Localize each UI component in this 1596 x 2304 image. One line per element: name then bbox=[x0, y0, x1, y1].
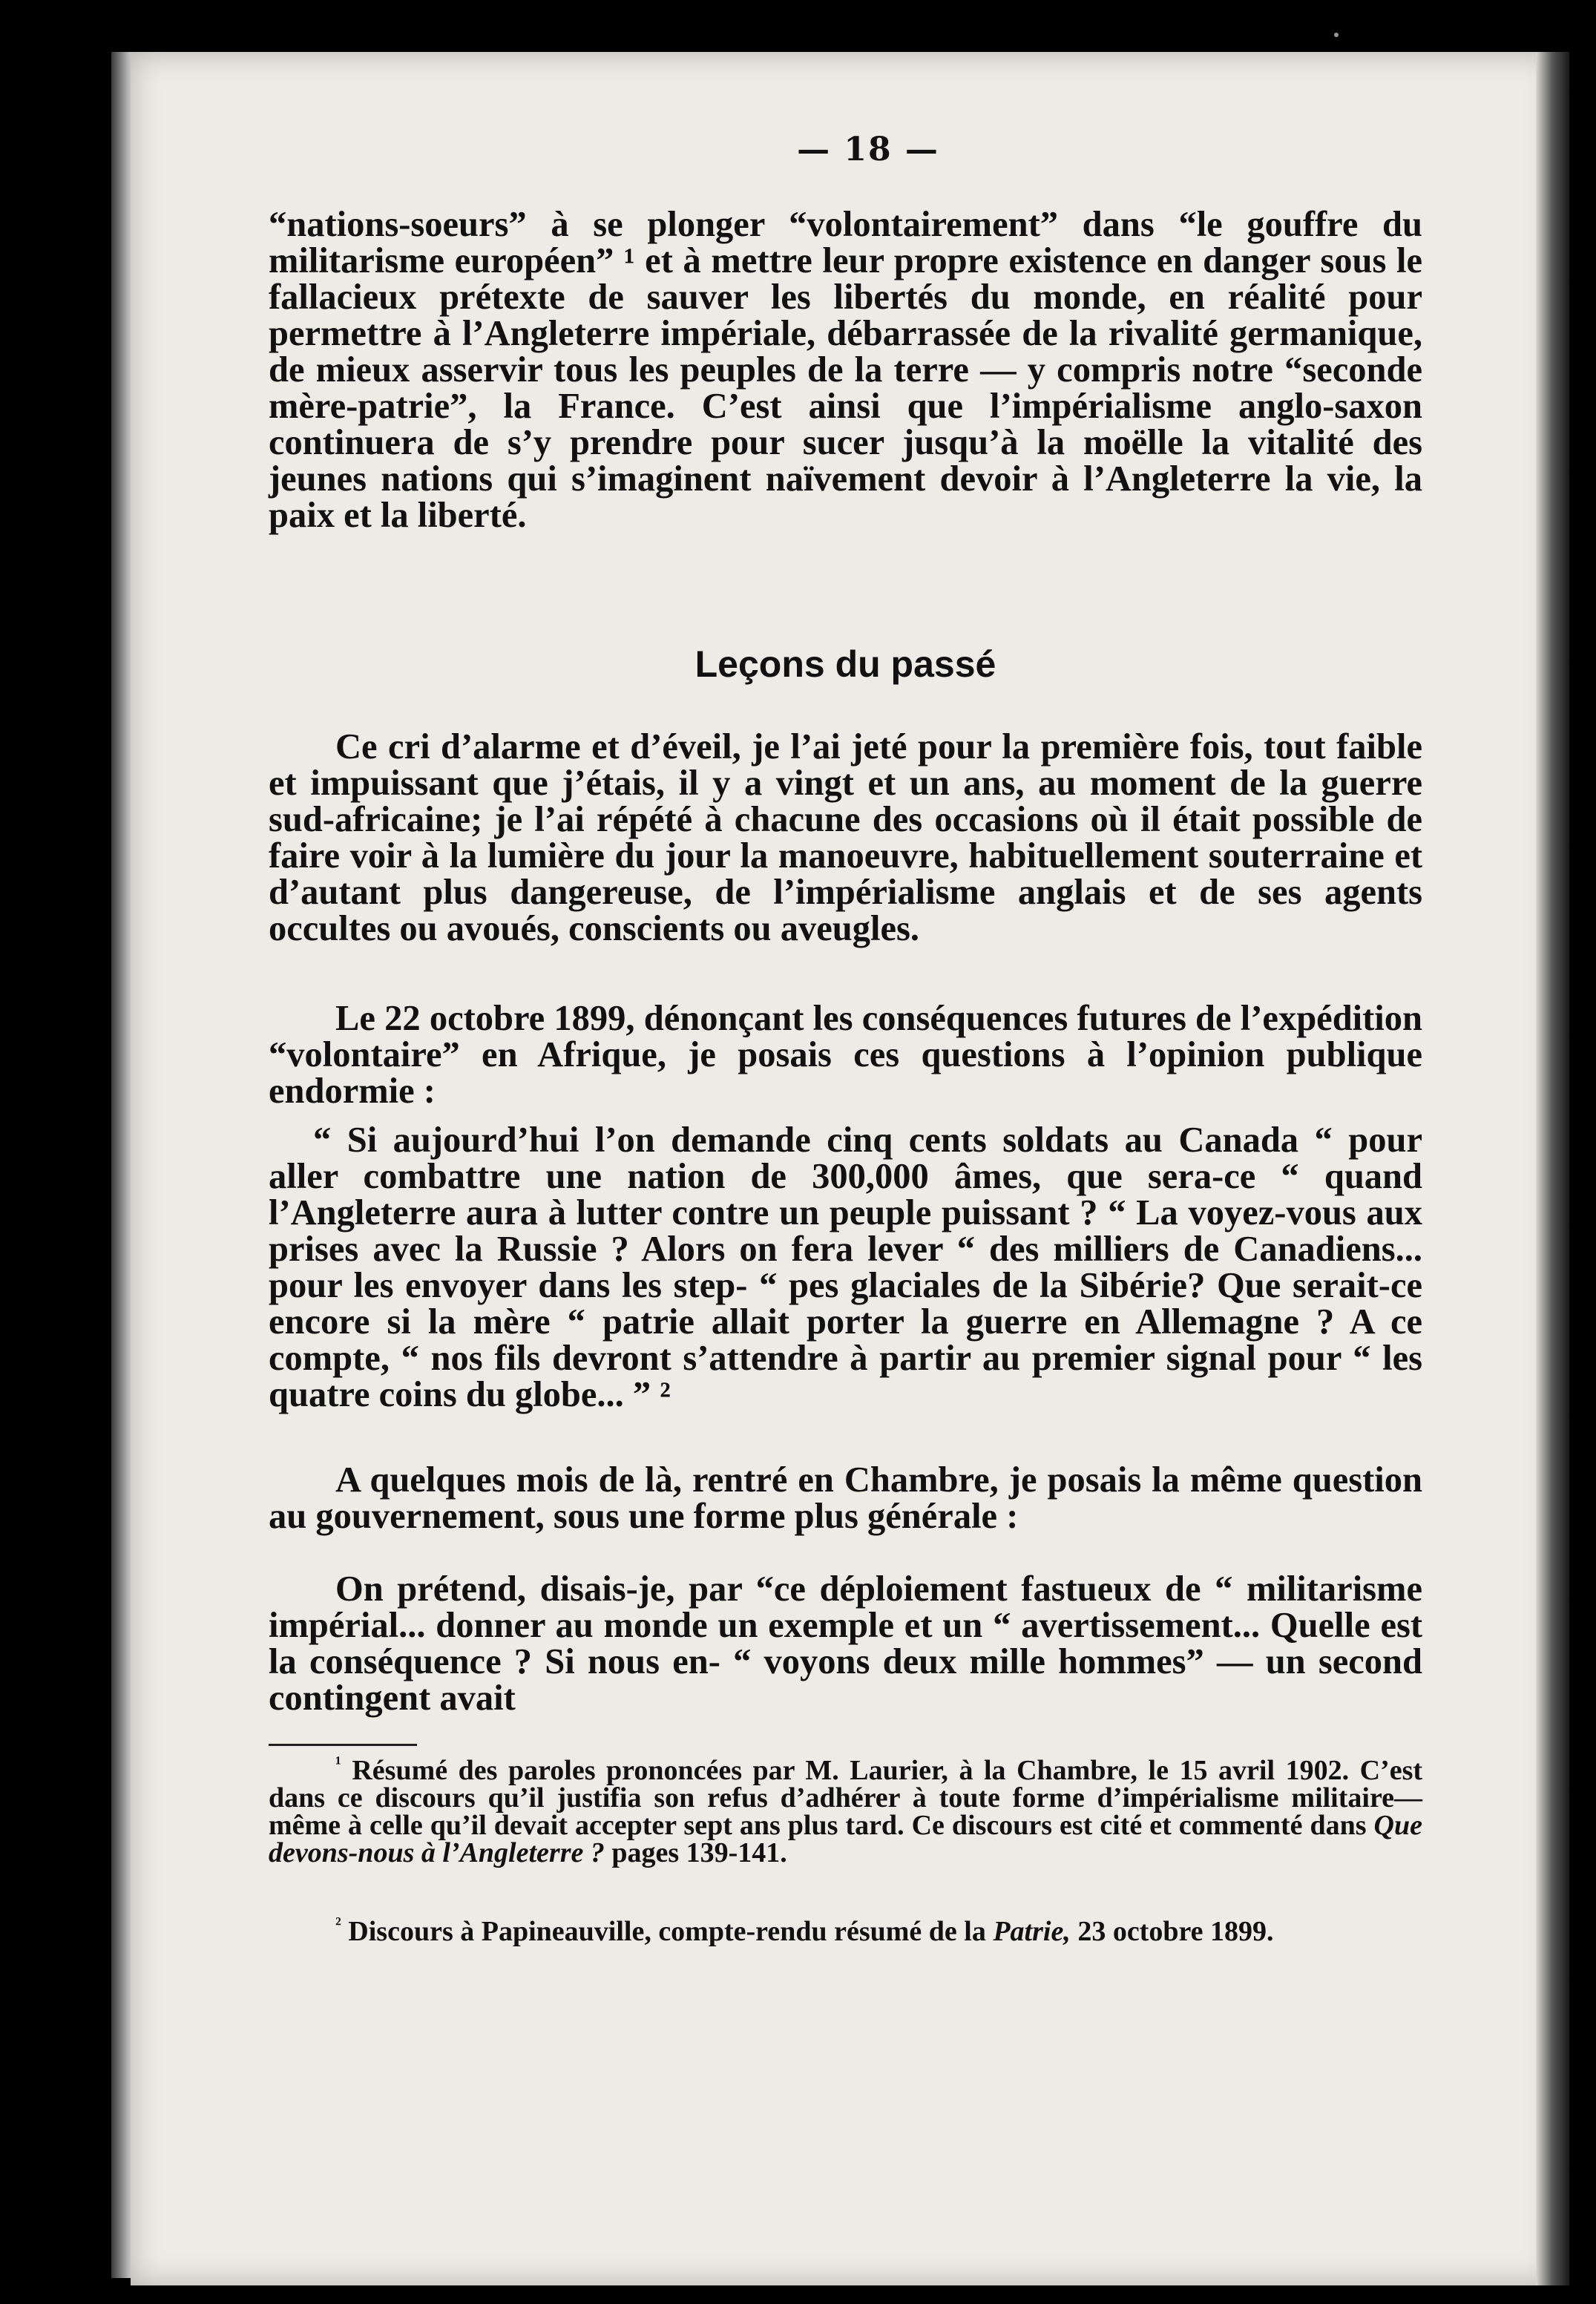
footnote-rule bbox=[269, 1744, 417, 1746]
quotation-1: “ Si aujourd’hui l’on demande cinq cents soldats au Canada “ pour aller combattre une nation de 300,000 âmes, que sera-ce “ quand l’Angleterre aura à lutter contre un peuple puissant ? “ La voyez-vous aux prises avec la Russie ? Alors on fera lever “ des milliers de Canadiens... pour les envoyer dans les step- “ pes glaciales de la Sibérie? Que serait-ce encore si la mère “ patrie allait porter la guerre en Allemagne ? A ce compte, “ nos fils devront s’attendre à partir au premier signal pour “ les quatre coins du globe... ” ² bbox=[269, 1120, 1422, 1414]
footnote-1-title: Que devons-nous à l’Angleterre ? bbox=[269, 1810, 1422, 1868]
footnote-2-title: Patrie, bbox=[993, 1916, 1071, 1947]
paragraph-2: Ce cri d’alarme et d’éveil, je l’ai jeté pour la première fois, tout faible et impuissant que j’étais, il y a vingt et un ans, au moment de la guerre sud-africaine; je l’ai répété à chacune des occasions où il était possible de faire voir à la lumière du jour la manoeuvre, habituellement souterraine et d’autant plus dangereuse, de l’impérialisme anglais et de ses agents occultes ou avoués, conscients ou aveugles. bbox=[269, 727, 1422, 948]
quotation-2: On prétend, disais-je, par “ce déploiement fastueux de “ militarisme impérial... donner au monde un exemple et un “ avertissement... Quelle est la conséquence ? Si nous en- “ voyons deux mille hommes” — un second contingent avait bbox=[269, 1569, 1422, 1718]
page-number: — 18 — bbox=[797, 131, 939, 168]
footnote-1-pages: pages 139-141. bbox=[604, 1837, 787, 1868]
footnote-2-text: Discours à Papineauville, compte-rendu résumé de la bbox=[348, 1916, 994, 1947]
footnote-1-mark: ¹ bbox=[335, 1752, 341, 1774]
footnote-2-mark: ² bbox=[335, 1913, 341, 1935]
paragraph-1: “nations-soeurs” à se plonger “volontairement” dans “le gouffre du militarisme européen” ¹ et à mettre leur propre existence en danger sous le fallacieux prétexte de sauver les libertés du monde, en réalité pour permettre à l’Angleterre impériale, débarrassée de la rivalité germanique, de mieux asservir tous les peuples de la terre — y compris notre “seconde mère-patrie”, la France. C’est ainsi que l’impérialisme anglo-saxon continuera de s’y prendre pour sucer jusqu’à la moëlle la vitalité des jeunes nations qui s’imaginent naïvement devoir à l’Angleterre la vie, la paix et la liberté. bbox=[269, 205, 1422, 535]
page-right-edge bbox=[1536, 52, 1569, 2285]
section-heading: Leçons du passé bbox=[694, 643, 996, 685]
paragraph-4: A quelques mois de là, rentré en Chambre, je posais la même question au gouvernement, sous une forme plus générale : bbox=[269, 1460, 1422, 1536]
footnote-2 bbox=[269, 1913, 1422, 1947]
paragraph-3: Le 22 octobre 1899, dénonçant les conséquences futures de l’expédition “volontaire” en Afrique, je posais ces questions à l’opinion publique endormie : bbox=[269, 999, 1422, 1111]
footnote-2-date: 23 octobre 1899. bbox=[1070, 1916, 1274, 1947]
footnote-1 bbox=[269, 1752, 1423, 1868]
speck bbox=[1334, 33, 1339, 37]
footnote-1-text: Résumé des paroles prononcées par M. Laurier, à la Chambre, le 15 avril 1902. C’est dans ce discours qu’il justifia son refus d’adhérer à toute forme d’impérialisme militaire—même à celle qu’il devait accepter sept ans plus tard. Ce discours est cité et commenté dans bbox=[269, 1755, 1423, 1841]
